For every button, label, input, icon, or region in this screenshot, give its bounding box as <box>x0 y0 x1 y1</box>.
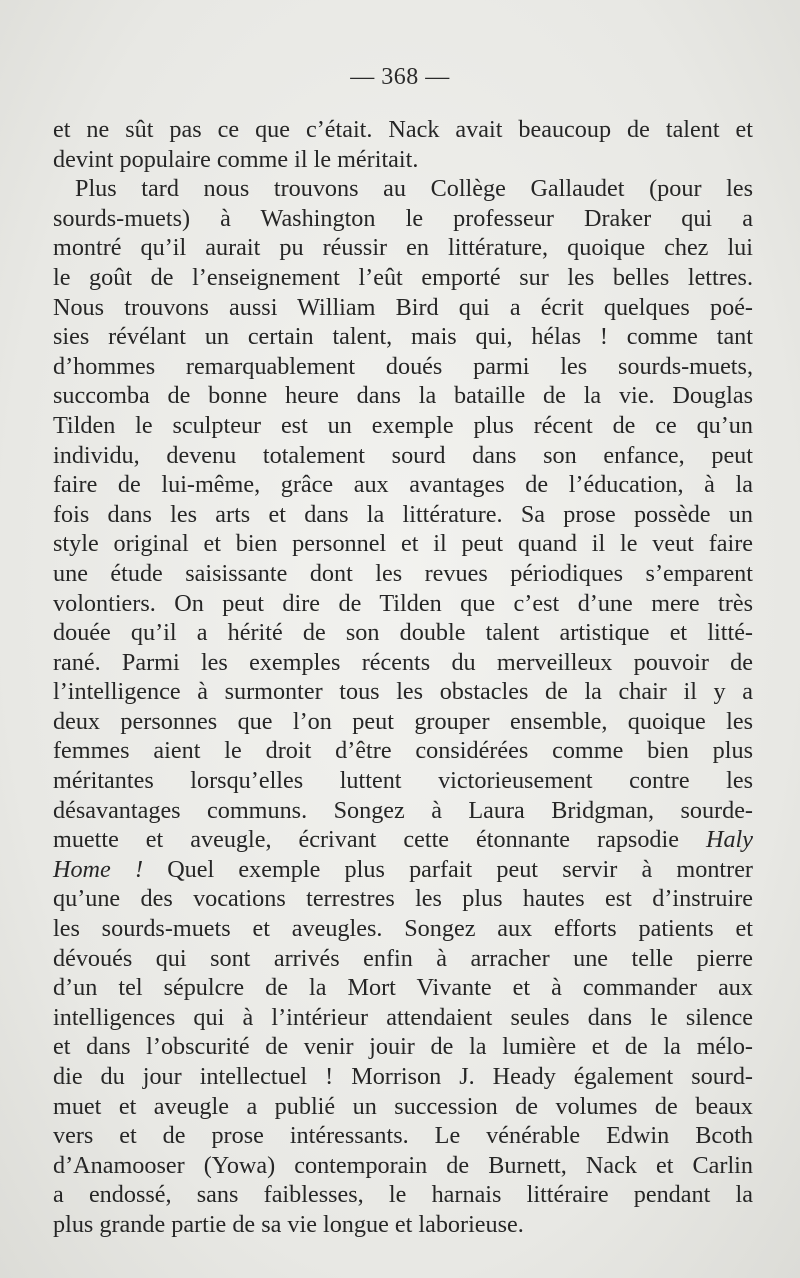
body-text <box>53 115 753 1240</box>
text-line: intelligences qui à l’intérieur attendaient seules dans le silence <box>53 1003 753 1031</box>
text-line: fois dans les arts et dans la littérature. Sa prose possède un <box>53 500 753 528</box>
text-line: a endossé, sans faiblesses, le harnais littéraire pendant la <box>53 1181 753 1209</box>
text-line: et ne sût pas ce que c’était. Nack avait beaucoup de talent et <box>53 116 753 143</box>
text-line: die du jour intellectuel ! Morrison J. Heady également sourd- <box>53 1063 753 1090</box>
text-line: plus grande partie de sa vie longue et laborieuse. <box>53 1210 524 1238</box>
text-line: muet et aveugle a publié un succession de volumes de beaux <box>53 1092 753 1120</box>
text-line: faire de lui-même, grâce aux avantages de l’éducation, à la <box>53 471 753 499</box>
text-line: le goût de l’enseignement l’eût emporté sur les belles lettres. <box>53 263 753 291</box>
text-line <box>53 825 753 855</box>
text-line: dévoués qui sont arrivés enfin à arracher une telle pierre <box>53 944 753 972</box>
text-line: deux personnes que l’on peut grouper ensemble, quoique les <box>53 707 753 735</box>
text-line: les sourds-muets et aveugles. Songez aux efforts patients et <box>53 915 753 943</box>
text-line: rané. Parmi les exemples récents du merveilleux pouvoir de <box>53 648 753 676</box>
text-line: sourds-muets) à Washington le professeur Draker qui a <box>53 204 753 232</box>
text-line: sies révélant un certain talent, mais qui, hélas ! comme tant <box>53 323 753 351</box>
text-line: devint populaire comme il le méritait. <box>53 145 419 173</box>
text-line: montré qu’il aurait pu réussir en littérature, quoique chez lui <box>53 234 753 262</box>
text-segment: muette et aveugle, écrivant cette étonnante rapsodie <box>53 826 679 854</box>
text-line: style original et bien personnel et il peut quand il le veut faire <box>53 530 753 558</box>
text-line: l’intelligence à surmonter tous les obstacles de la chair il y a <box>53 678 753 706</box>
text-segment: Quel exemple plus parfait peut servir à montrer <box>143 855 753 883</box>
italic-title-fragment: Haly <box>705 826 754 854</box>
text-line: femmes aient le droit d’être considérées comme bien plus <box>53 737 753 765</box>
text-line: douée qu’il a hérité de son double talent artistique et litté- <box>53 619 753 647</box>
text-line: volontiers. On peut dire de Tilden que c’est d’une mere très <box>53 589 753 617</box>
text-line: individu, devenu totalement sourd dans son enfance, peut <box>53 441 753 469</box>
text-line: qu’une des vocations terrestres les plus hautes est d’instruire <box>53 885 753 913</box>
text-line: et dans l’obscurité de venir jouir de la lumière et de la mélo- <box>53 1033 753 1061</box>
text-line: Plus tard nous trouvons au Collège Gallaudet (pour les <box>75 175 753 203</box>
text-line: une étude saisissante dont les revues périodiques s’emparent <box>53 559 753 587</box>
italic-title-fragment: Home ! <box>53 855 144 883</box>
text-line <box>53 855 753 885</box>
text-line: Nous trouvons aussi William Bird qui a écrit quelques poé- <box>53 293 753 321</box>
text-line: succomba de bonne heure dans la bataille de la vie. Douglas <box>53 382 753 410</box>
text-line: vers et de prose intéressants. Le vénérable Edwin Bcoth <box>53 1122 753 1150</box>
text-line: d’hommes remarquablement doués parmi les sourds-muets, <box>53 352 753 380</box>
text-line: Tilden le sculpteur est un exemple plus récent de ce qu’un <box>53 411 753 439</box>
page-number: — 368 — <box>350 64 450 90</box>
text-line: d’Anamooser (Yowa) contemporain de Burnett, Nack et Carlin <box>53 1151 753 1179</box>
text-line: d’un tel sépulcre de la Mort Vivante et à commander aux <box>53 974 753 1002</box>
text-line: désavantages communs. Songez à Laura Bridgman, sourde- <box>53 796 753 824</box>
text-line: méritantes lorsqu’elles luttent victorieusement contre les <box>53 767 753 795</box>
